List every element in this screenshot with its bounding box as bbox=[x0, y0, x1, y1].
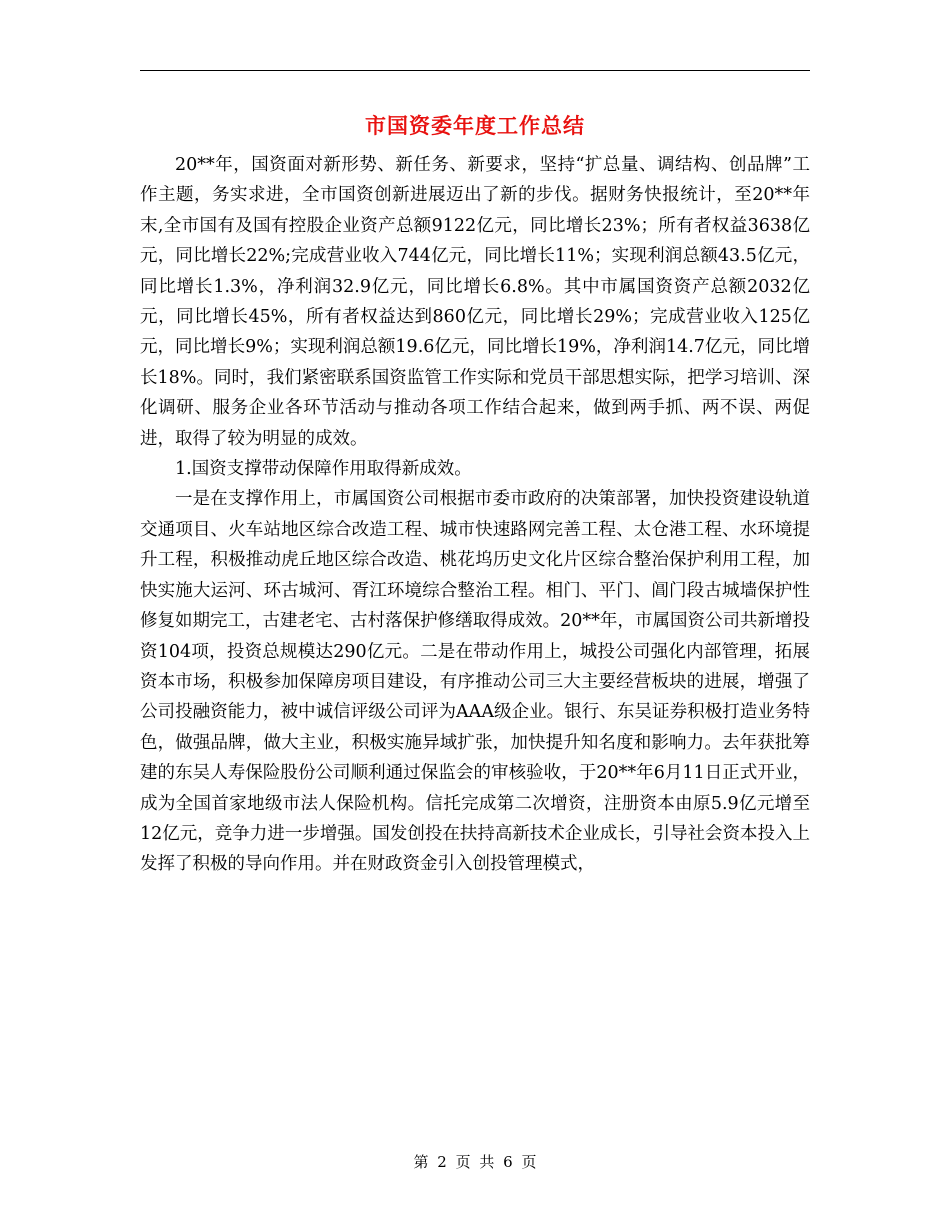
section-heading: 1.国资支撑带动保障作用取得新成效。 bbox=[175, 459, 472, 480]
header-rule bbox=[140, 70, 810, 71]
paragraph-summary: 20**年，国资面对新形势、新任务、新要求，坚持“扩总量、调结构、创品牌”工作主题，务实求进，全市国资创新进展迈出了新的步伐。据财务快报统计，至20**年末,全市国有及国有控股企业资产总额9122亿元，同比增长23%；所有者权益3638亿元，同比增长22%;完成营业收入744亿元，同比增长11%；实现利润总额43.5亿元，同比增长1.3%，净利润32.9亿元，同比增长6.8%。其中市属国资资产总额2032亿元，同比增长45%，所有者权益达到860亿元，同比增长29%；完成营业收入125亿元，同比增长9%；实现利润总额19.6亿元，同比增长19%，净利润14.7亿元，同比增长18%。同时，我们紧密联系国资监管工作实际和党员干部思想实际，把学习培训、深化调研、服务企业各环节活动与推动各项工作结合起来，做到两手抓、两不误、两促进，取得了较为明显的成效。 bbox=[140, 155, 810, 449]
page-number: 第 2 页 共 6 页 bbox=[413, 1153, 537, 1171]
document-title: 市国资委年度工作总结 bbox=[365, 113, 585, 138]
paragraph-support-role: 一是在支撑作用上，市属国资公司根据市委市政府的决策部署，加快投资建设轨道交通项目、火车站地区综合改造工程、城市快速路网完善工程、太仓港工程、水环境提升工程，积极推动虎丘地区综合改造、桃花坞历史文化片区综合整治保护利用工程，加快实施大运河、环古城河、胥江环境综合整治工程。相门、平门、阊门段古城墙保护性修复如期完工，古建老宅、古村落保护修缮取得成效。20**年，市属国资公司共新增投资104项，投资总规模达290亿元。二是在带动作用上，城投公司强化内部管理，拓展资本市场，积极参加保障房项目建设，有序推动公司三大主要经营板块的进展，增强了公司投融资能力，被中诚信评级公司评为AAA级企业。银行、东吴证券积极打造业务特色，做强品牌，做大主业，积极实施异域扩张，加快提升知名度和影响力。去年获批筹建的东吴人寿保险股份公司顺利通过保监会的审核验收，于20**年6月11日正式开业，成为全国首家地级市法人保险机构。信托完成第二次增资，注册资本由原5.9亿元增至12亿元，竞争力进一步增强。国发创投在扶持高新技术企业成长，引导社会资本投入上发挥了积极的导向作用。并在财政资金引入创投管理模式， bbox=[140, 489, 810, 875]
document-body bbox=[140, 150, 810, 880]
